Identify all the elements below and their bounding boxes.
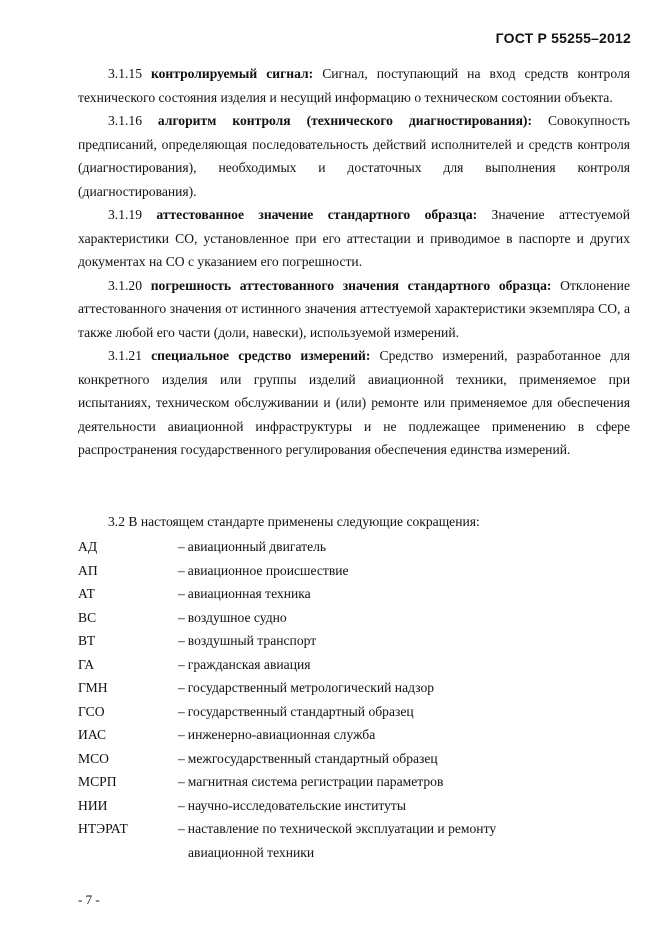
term-definition: Значение аттестуемой характеристики СО, установленное при его аттестации и приводимое в паспорте и других документах на СО с указанием его погрешности. <box>78 207 631 269</box>
abbreviation-row <box>78 770 638 794</box>
abbreviations-list <box>78 535 638 864</box>
terms-section <box>78 62 630 462</box>
term-number: 3.1.21 <box>108 348 142 363</box>
abbreviation-row <box>78 535 638 559</box>
abbreviation-definition: – авиационный двигатель <box>178 539 327 554</box>
term-definition: Отклонение аттестованного значения от истинного значения аттестуемой характеристики экземпляра СО, а также любой его части (доли, навески), используемой измерений. <box>78 277 630 340</box>
term-number: 3.1.20 <box>108 277 142 293</box>
abbreviation-definition: – межгосударственный стандартный образец <box>178 750 438 766</box>
abbreviation-row <box>78 817 638 841</box>
abbreviation-definition-continued: авиационной техники <box>188 844 315 860</box>
abbreviation-definition: – государственный метрологический надзор <box>178 680 435 695</box>
abbreviation-row <box>78 747 638 771</box>
term-title: алгоритм контроля (технического диагностирования): <box>157 113 532 128</box>
abbreviation-definition: – воздушное судно <box>178 609 287 625</box>
abbreviation-code: ИАС <box>78 727 107 742</box>
abbreviation-row <box>78 723 638 747</box>
term-title: аттестованное значение стандартного образца: <box>156 207 478 222</box>
abbreviation-code: НТЭРАТ <box>78 821 128 836</box>
abbreviation-code: ГСО <box>78 703 105 719</box>
term-3-1-19 <box>78 203 630 274</box>
abbreviation-code: НИИ <box>78 797 108 813</box>
abbreviation-code: АТ <box>78 586 95 601</box>
abbreviation-code: МСРП <box>78 774 117 789</box>
page-number: - 7 - <box>78 892 100 907</box>
abbreviation-definition: – магнитная система регистрации параметров <box>178 774 444 789</box>
abbreviation-definition: – государственный стандартный образец <box>178 703 414 719</box>
abbreviation-code: ВТ <box>78 633 96 648</box>
abbreviation-definition: – наставление по технической эксплуатации и ремонту <box>178 821 497 836</box>
abbreviation-row <box>78 629 638 653</box>
abbreviation-code: МСО <box>78 750 109 766</box>
abbreviation-definition: – гражданская авиация <box>178 656 311 672</box>
abbreviation-code: АП <box>78 562 98 578</box>
term-definition: Совокупность предписаний, определяющая последовательность действий исполнителей и средств контроля (диагностирования), необходимых и достаточных для выполнения контроля (диагностирования). <box>78 113 630 199</box>
abbreviation-row <box>78 582 638 606</box>
abbreviation-definition: – авиационная техника <box>178 586 311 601</box>
term-3-1-16 <box>78 109 630 203</box>
abbreviation-definition: – авиационное происшествие <box>178 562 349 578</box>
term-number: 3.1.19 <box>108 207 142 222</box>
abbreviation-row <box>78 794 638 818</box>
abbreviation-code: АД <box>78 539 98 554</box>
term-title: специальное средство измерений: <box>151 348 371 363</box>
abbreviations-intro: 3.2 В настоящем стандарте применены следующие сокращения: <box>108 514 480 529</box>
abbreviation-row <box>78 653 638 677</box>
term-definition: Средство измерений, разработанное для конкретного изделия или группы изделий авиационной техники, применяемое при испытаниях, техническом обслуживании и (или) ремонте или применяемое для обеспечения деятельности авиационной инфраструктуры и не подлежащее применению в сфере распространения государственного регулирования обеспечения единства измерений. <box>78 348 630 457</box>
term-number: 3.1.16 <box>108 113 142 128</box>
abbreviation-code: ВС <box>78 609 97 625</box>
abbreviation-code: ГА <box>78 656 95 672</box>
document-header: ГОСТ Р 55255–2012 <box>495 30 631 46</box>
term-title: контролируемый сигнал: <box>150 66 314 81</box>
abbreviation-definition: – воздушный транспорт <box>178 633 317 648</box>
abbreviation-row-continuation <box>78 841 638 865</box>
abbreviation-definition: – инженерно-авиационная служба <box>178 727 376 742</box>
term-title: погрешность аттестованного значения стандартного образца: <box>150 277 552 293</box>
abbreviation-row <box>78 559 638 583</box>
term-3-1-15 <box>78 62 630 109</box>
abbreviation-row <box>78 700 638 724</box>
abbreviation-code: ГМН <box>78 680 108 695</box>
term-3-1-20 <box>78 274 630 345</box>
abbreviation-row <box>78 606 638 630</box>
term-3-1-21 <box>78 344 630 462</box>
abbreviation-row <box>78 676 638 700</box>
abbreviation-definition: – научно-исследовательские институты <box>178 797 406 813</box>
term-number: 3.1.15 <box>108 66 142 81</box>
term-definition: Сигнал, поступающий на вход средств контроля технического состояния изделия и несущий информацию о техническом состоянии объекта. <box>78 66 631 105</box>
